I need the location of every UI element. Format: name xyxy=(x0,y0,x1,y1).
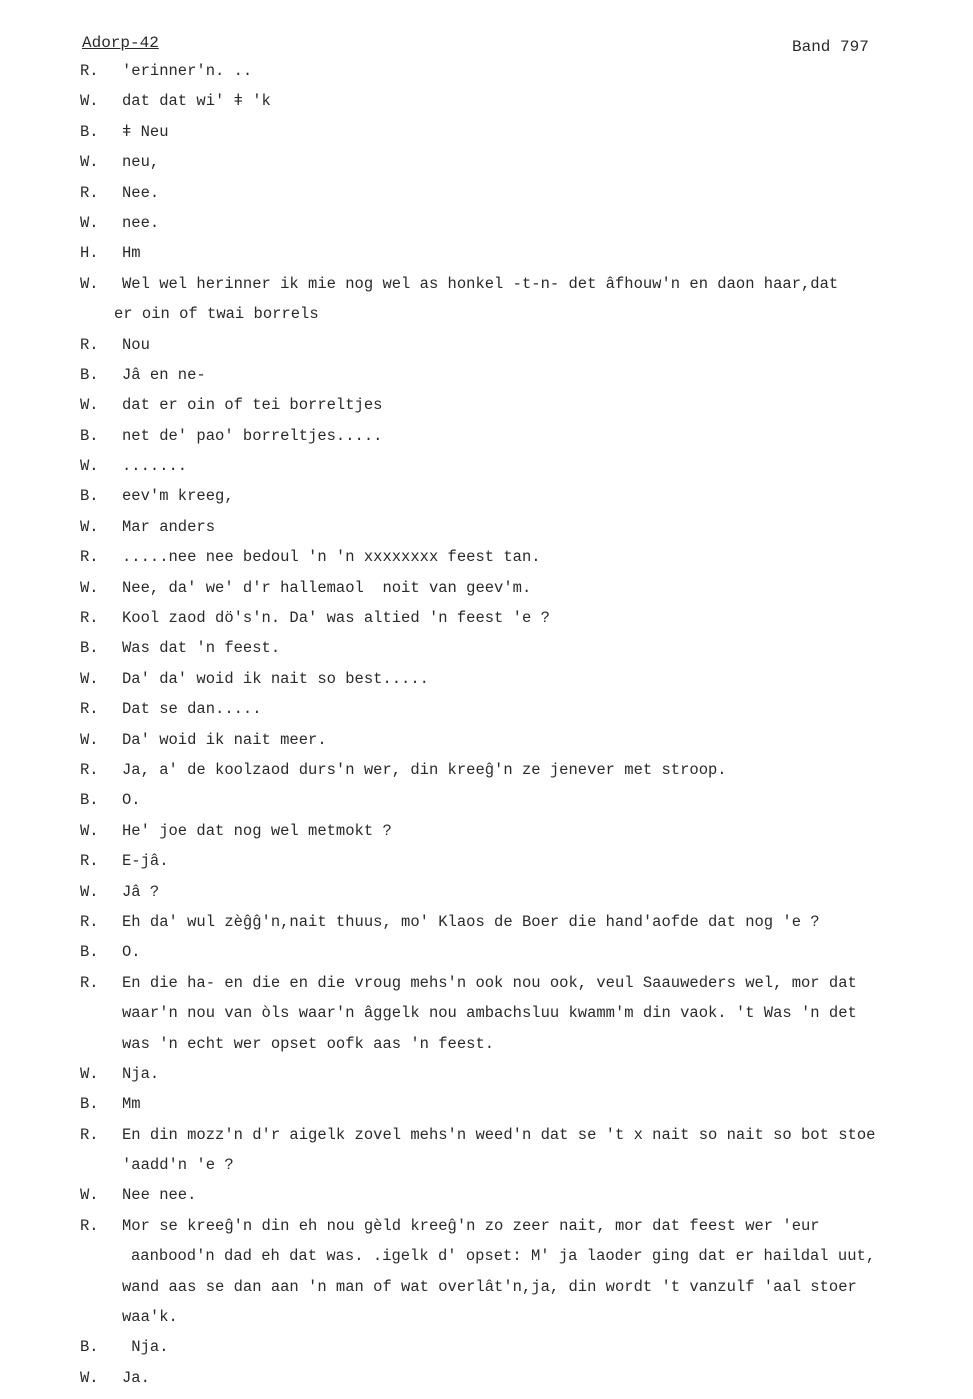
transcript-line xyxy=(0,457,973,487)
band-number: Band 797 xyxy=(792,38,869,56)
transcript-line xyxy=(0,1126,973,1156)
speaker-label: W. xyxy=(80,669,99,688)
speaker-label: W. xyxy=(80,213,99,232)
transcript-line xyxy=(0,1095,973,1125)
transcript-line xyxy=(0,396,973,426)
speaker-label: W. xyxy=(80,730,99,749)
utterance-text: Eh da' wul zèĝĝ'n,nait thuus, mo' Klaos de Boer die hand'aofde dat nog 'e ? xyxy=(122,912,820,931)
speaker-label: B. xyxy=(80,487,99,506)
transcript-line xyxy=(0,305,973,335)
transcript-line xyxy=(0,427,973,457)
transcript-line xyxy=(0,883,973,913)
speaker-label: W. xyxy=(80,92,99,111)
speaker-label: R. xyxy=(80,62,99,80)
transcript-line xyxy=(0,1186,973,1216)
transcript-line xyxy=(0,62,973,92)
transcript-line xyxy=(0,92,973,122)
utterance-text: Nja. xyxy=(122,1338,169,1357)
speaker-label: B. xyxy=(80,365,99,384)
utterance-text: Nou xyxy=(122,335,150,354)
utterance-text: Hm xyxy=(122,244,141,263)
transcript-line xyxy=(0,761,973,791)
speaker-label: R. xyxy=(80,609,99,628)
speaker-label: W. xyxy=(80,153,99,172)
transcript-line xyxy=(0,670,973,700)
speaker-label: B. xyxy=(80,426,99,445)
speaker-label: W. xyxy=(80,457,99,476)
utterance-text: Nee nee. xyxy=(122,1186,197,1205)
utterance-text: er oin of twai borrels xyxy=(114,305,319,324)
transcript-line xyxy=(0,1247,973,1277)
speaker-label: R. xyxy=(80,973,99,992)
transcript-line xyxy=(0,518,973,548)
utterance-text: 'aadd'n 'e ? xyxy=(122,1156,234,1175)
speaker-label: W. xyxy=(80,821,99,840)
speaker-label: R. xyxy=(80,912,99,931)
transcript-line xyxy=(0,1338,973,1368)
utterance-text: En din mozz'n d'r aigelk zovel mehs'n weed'n dat se 't x nait so nait so bot stoe xyxy=(122,1125,876,1144)
page-header xyxy=(0,30,973,62)
speaker-label: R. xyxy=(80,700,99,719)
speaker-label: W. xyxy=(80,882,99,901)
transcript-line xyxy=(0,1217,973,1247)
utterance-text: waar'n nou van òls waar'n âggelk nou ambachsluu kwamm'm din vaok. 't Was 'n det xyxy=(122,1004,857,1023)
speaker-label: R. xyxy=(80,548,99,567)
utterance-text: E-jâ. xyxy=(122,852,169,871)
speaker-label: R. xyxy=(80,1125,99,1144)
speaker-label: B. xyxy=(80,1095,99,1114)
utterance-text: Nee. xyxy=(122,183,160,202)
utterance-text: eev'm kreeg, xyxy=(122,487,234,506)
utterance-text: Jâ en ne- xyxy=(122,365,206,384)
document-id: Adorp-42 xyxy=(82,34,159,52)
transcript-line xyxy=(0,1278,973,1308)
utterance-text: neu, xyxy=(122,153,160,172)
utterance-text: Da' da' woid ik nait so best..... xyxy=(122,669,429,688)
utterance-text: dat er oin of tei borreltjes xyxy=(122,396,383,415)
utterance-text: Ja, a' de koolzaod durs'n wer, din kreeĝ'n ze jenever met stroop. xyxy=(122,760,727,779)
speaker-label: W. xyxy=(80,578,99,597)
utterance-text: Mor se kreeĝ'n din eh nou gèld kreeĝ'n zo zeer nait, mor dat feest wer 'eur xyxy=(122,1216,820,1235)
utterance-text: Was dat 'n feest. xyxy=(122,639,281,658)
transcript-line xyxy=(0,487,973,517)
speaker-label: W. xyxy=(80,1368,99,1387)
speaker-label: W. xyxy=(80,517,99,536)
transcript-line xyxy=(0,974,973,1004)
transcript-line xyxy=(0,913,973,943)
transcript-line xyxy=(0,1308,973,1338)
transcript-line xyxy=(0,791,973,821)
utterance-text: He' joe dat nog wel metmokt ? xyxy=(122,821,392,840)
utterance-text: Mm xyxy=(122,1095,141,1114)
transcript-line xyxy=(0,852,973,882)
utterance-text: wand aas se dan aan 'n man of wat overlât'n,ja, din wordt 't vanzulf 'aal stoer xyxy=(122,1277,857,1296)
transcript-line xyxy=(0,123,973,153)
utterance-text: Nee, da' we' d'r hallemaol noit van geev'm. xyxy=(122,578,532,597)
utterance-text: Wel wel herinner ik mie nog wel as honkel -t-n- det âfhouw'n en daon haar,dat xyxy=(122,274,839,293)
transcript-line xyxy=(0,1065,973,1095)
utterance-text: O. xyxy=(122,791,141,810)
utterance-text: net de' pao' borreltjes..... xyxy=(122,426,383,445)
utterance-text: .....nee nee bedoul 'n 'n xxxxxxxx feest tan. xyxy=(122,548,541,567)
transcript-line xyxy=(0,700,973,730)
transcript-body xyxy=(0,62,973,1399)
utterance-text: nee. xyxy=(122,213,160,232)
transcript-line xyxy=(0,548,973,578)
utterance-text: waa'k. xyxy=(122,1308,178,1327)
utterance-text: was 'n echt wer opset oofk aas 'n feest. xyxy=(122,1034,495,1053)
speaker-label: R. xyxy=(80,1216,99,1235)
speaker-label: H. xyxy=(80,244,99,263)
utterance-text: ǂ Neu xyxy=(122,122,169,141)
transcript-line xyxy=(0,244,973,274)
transcript-line xyxy=(0,1004,973,1034)
speaker-label: W. xyxy=(80,396,99,415)
speaker-label: B. xyxy=(80,943,99,962)
transcript-line xyxy=(0,639,973,669)
utterance-text: En die ha- en die en die vroug mehs'n ook nou ook, veul Saauweders wel, mor dat xyxy=(122,973,857,992)
transcript-line xyxy=(0,579,973,609)
speaker-label: B. xyxy=(80,639,99,658)
utterance-text: Nja. xyxy=(122,1064,160,1083)
utterance-text: Mar anders xyxy=(122,517,216,536)
speaker-label: W. xyxy=(80,274,99,293)
speaker-label: R. xyxy=(80,335,99,354)
speaker-label: B. xyxy=(80,122,99,141)
utterance-text: Ja. xyxy=(122,1368,150,1387)
transcript-line xyxy=(0,609,973,639)
transcript-line xyxy=(0,1369,973,1399)
speaker-label: B. xyxy=(80,1338,99,1357)
transcript-line xyxy=(0,153,973,183)
utterance-text: Jâ ? xyxy=(122,882,160,901)
utterance-text: ....... xyxy=(122,457,188,476)
utterance-text: aanbood'n dad eh dat was. .igelk d' opset: M' ja laoder ging dat er haildal uut, xyxy=(131,1247,876,1266)
utterance-text: dat dat wi' ǂ 'k xyxy=(122,92,271,111)
speaker-label: B. xyxy=(80,791,99,810)
transcript-line xyxy=(0,366,973,396)
utterance-text: Dat se dan..... xyxy=(122,700,262,719)
speaker-label: R. xyxy=(80,760,99,779)
utterance-text: O. xyxy=(122,943,141,962)
speaker-label: R. xyxy=(80,183,99,202)
utterance-text: Kool zaod dö's'n. Da' was altied 'n feest 'e ? xyxy=(122,609,550,628)
transcript-line xyxy=(0,1156,973,1186)
transcript-line xyxy=(0,184,973,214)
speaker-label: W. xyxy=(80,1064,99,1083)
transcript-line xyxy=(0,336,973,366)
transcript-line xyxy=(0,1035,973,1065)
utterance-text: Da' woid ik nait meer. xyxy=(122,730,327,749)
transcript-line xyxy=(0,943,973,973)
utterance-text: 'erinner'n. .. xyxy=(122,62,253,80)
transcript-line xyxy=(0,275,973,305)
transcript-line xyxy=(0,822,973,852)
speaker-label: W. xyxy=(80,1186,99,1205)
speaker-label: R. xyxy=(80,852,99,871)
transcript-line xyxy=(0,731,973,761)
transcript-line xyxy=(0,214,973,244)
